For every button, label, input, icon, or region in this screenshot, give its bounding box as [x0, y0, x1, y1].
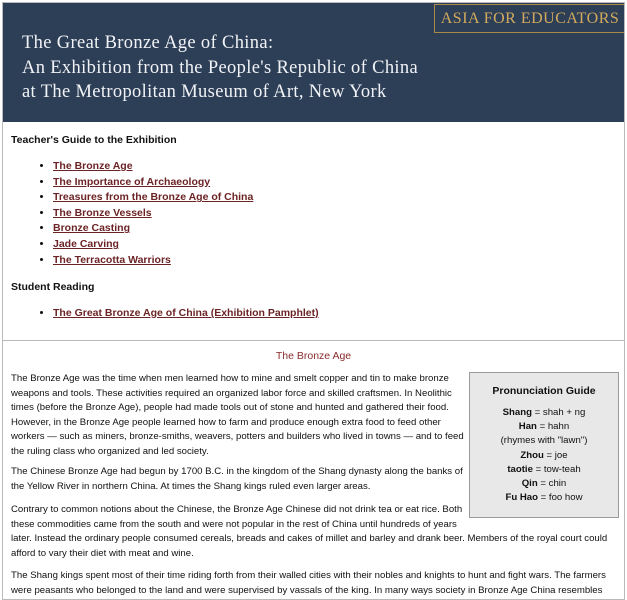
text-line: weapons and tools. These activities required an organized labor force and skilled craftsmen. In Neolithic — [11, 387, 452, 399]
list-item — [53, 159, 253, 175]
pronunciation-sound: = hahn — [539, 421, 570, 433]
text-line: The Bronze Age was the time when men learned how to mine and smelt copper and tin to make bronze — [11, 373, 449, 384]
title-line: The Great Bronze Age of China: — [22, 33, 274, 53]
pronunciation-entry — [470, 420, 618, 434]
link-jade-carving[interactable]: Jade Carving — [53, 237, 119, 250]
text-line: these commodities came from the south and were not popular in the rest of China until hundreds of years — [11, 518, 457, 530]
pronunciation-guide — [469, 372, 619, 518]
text-line: the ruling class who organized and led society. — [11, 445, 209, 457]
pronunciation-term: Shang — [502, 407, 532, 418]
link-importance-of-archaeology[interactable]: The Importance of Archaeology — [53, 175, 211, 188]
text-line: afford to vary their diet with meat and wine. — [11, 547, 194, 559]
pronunciation-entry — [470, 406, 618, 420]
text-line: were peasants who belonged to the land and were supervised by vassals of the king. In many ways society in Bronze Age China resembles — [11, 584, 603, 596]
pronunciation-entry — [470, 463, 618, 477]
link-treasures[interactable]: Treasures from the Bronze Age of China — [53, 191, 254, 204]
guide-link-list — [25, 159, 253, 268]
pronunciation-entry — [470, 449, 618, 463]
title-line: An Exhibition from the People's Republic of China — [22, 57, 419, 78]
pronunciation-term: Zhou — [520, 449, 544, 461]
title-line: at The Metropolitan Museum of Art, New York — [22, 82, 387, 102]
paragraph — [11, 569, 606, 598]
pronunciation-sound: = shah + ng — [534, 407, 586, 418]
pronunciation-sound: = chin — [540, 478, 567, 490]
list-item — [53, 237, 253, 253]
list-item — [53, 206, 253, 222]
link-bronze-casting[interactable]: Bronze Casting — [53, 222, 131, 235]
guide-heading: Teacher's Guide to the Exhibition — [11, 134, 177, 146]
section-title: The Bronze Age — [275, 350, 352, 362]
list-item — [53, 175, 253, 191]
text-line: times (before the Bronze Age), people had made tools out of stone and hunted and gathered their food. — [11, 402, 449, 413]
paragraph — [11, 372, 464, 459]
pronunciation-term: Qin — [521, 478, 538, 490]
reading-heading: Student Reading — [11, 281, 95, 293]
paragraph — [11, 465, 463, 494]
link-bronze-vessels[interactable]: The Bronze Vessels — [53, 206, 152, 219]
pronunciation-sound: = tow-teah — [535, 463, 581, 475]
pronunciation-term: taotie — [507, 463, 533, 475]
text-line: However, in the Bronze Age people learned how to farm and produce enough extra food to feed other — [11, 416, 441, 428]
pronunciation-entry — [470, 491, 618, 505]
list-item — [53, 221, 253, 237]
text-line: workers — such as miners, bronze-smiths, weavers, potters and builders who lived in towns — and to feed — [11, 431, 464, 442]
reading-link-list — [25, 306, 319, 322]
pronunciation-sound: = foo how — [540, 492, 583, 504]
pronunciation-term: Han — [518, 421, 537, 433]
text-line: later. Instead the ordinary people consumed cereals, breads and cakes of millet and barley and drank beer. Members of the royal court could — [11, 533, 608, 544]
pronunciation-term: Fu Hao — [505, 492, 538, 504]
pronunciation-sound: (rhymes with "lawn") — [500, 435, 588, 447]
pronunciation-entry — [470, 434, 618, 448]
page-frame — [2, 2, 625, 600]
pronunciation-heading: Pronunciation Guide — [492, 385, 596, 397]
text-line: the Yellow River in northern China. At times the Shang kings ruled even larger areas. — [11, 480, 371, 492]
pronunciation-sound: = joe — [546, 449, 568, 461]
header-banner — [3, 3, 624, 122]
text-line: Contrary to common notions about the Chinese, the Bronze Age Chinese did not drink tea or eat rice. Both — [11, 504, 463, 515]
main-content — [3, 340, 624, 600]
list-item — [53, 253, 253, 269]
pronunciation-entry — [470, 477, 618, 491]
link-exhibition-pamphlet[interactable]: The Great Bronze Age of China (Exhibition Pamphlet) — [53, 307, 319, 319]
list-item — [53, 306, 319, 322]
text-line: The Chinese Bronze Age had begun by 1700 B.C. in the kingdom of the Shang dynasty along the banks of — [11, 466, 463, 477]
page-title — [22, 31, 442, 105]
list-item — [53, 190, 253, 206]
guide-navigation — [3, 122, 624, 341]
text-line: The Shang kings spent most of their time riding forth from their walled cities with their nobles and knights to hunt and fight wars. The farmers — [11, 570, 606, 581]
link-bronze-age[interactable]: The Bronze Age — [53, 160, 133, 172]
brand-logo[interactable]: ASIA FOR EDUCATORS — [434, 4, 625, 33]
link-terracotta-warriors[interactable]: The Terracotta Warriors — [53, 253, 171, 266]
